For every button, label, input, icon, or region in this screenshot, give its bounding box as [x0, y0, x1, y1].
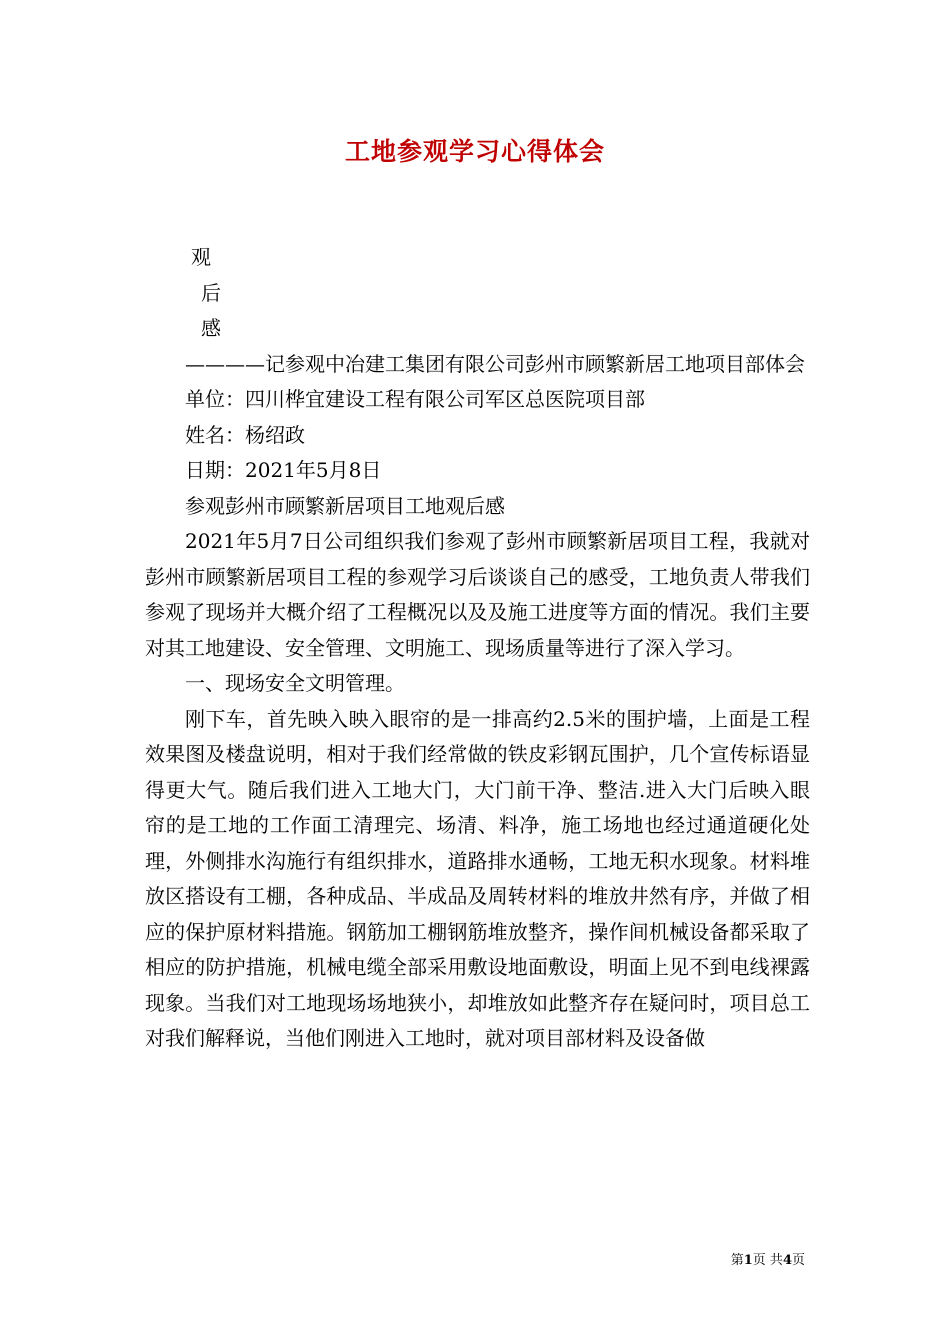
subtitle: ————记参观中冶建工集团有限公司彭州市顾繁新居工地项目部体会: [185, 351, 805, 376]
name-line: 姓名：杨绍政: [185, 422, 305, 447]
item-heading: 一、现场安全文明管理。: [185, 671, 405, 695]
paragraph: 刚下车，首先映入映入眼帘的是一排高约2.5米的围护墙，上面是工程效果图及楼盘说明，相对于我们经常做的铁皮彩钢瓦围护，几个宣传标语显得更大气。随后我们进入工地大门，大门前干净、整洁.进入大门后映入眼帘的是工地的工作面工清理完、场清、料净，施工场地也经过通道硬化处理，外侧排水沟施行有组织排水，道路排水通畅，工地无积水现象。材料堆放区搭设有工棚，各种成品、半成品及周转材料的堆放井然有序，并做了相应的保护原材料措施。钢筋加工棚钢筋堆放整齐，操作间机械设备都采取了相应的防护措施，机械电缆全部采用敷设地面敷设，明面上见不到电线裸露现象。当我们对工地现场场地狭小，却堆放如此整齐存在疑问时，项目总工对我们解释说，当他们刚进入工地时，就对项目部材料及设备做: [145, 706, 810, 1050]
date-line: 日期：2021年5月8日: [185, 458, 382, 482]
heading-char-2: 后: [201, 280, 221, 305]
unit-line: 单位：四川桦宜建设工程有限公司军区总医院项目部: [185, 387, 645, 411]
heading-char-3: 感: [201, 316, 221, 340]
page-number-current: 1: [743, 1253, 753, 1268]
document-body: [145, 240, 810, 1057]
section-heading: 参观彭州市顾繁新居项目工地观后感: [185, 493, 505, 518]
paragraph: 2021年5月7日公司组织我们参观了彭州市顾繁新居项目工程，我就对彭州市顾繁新居项目工程的参观学习后谈谈自己的感受，工地负责人带我们参观了现场并大概介绍了工程概况以及及施工进度等方面的情况。我们主要对其工地建设、安全管理、文明施工、现场质量等进行了深入学习。: [145, 529, 810, 660]
page-number-total: 4: [782, 1253, 792, 1268]
page-number-suffix: 页: [791, 1253, 805, 1268]
page-number-middle: 页 共: [752, 1253, 783, 1268]
page-number: [731, 1249, 805, 1268]
page-title: 工地参观学习心得体会: [344, 137, 605, 166]
page-number-prefix: 第: [730, 1253, 744, 1268]
heading-char-1: 观: [191, 245, 211, 269]
